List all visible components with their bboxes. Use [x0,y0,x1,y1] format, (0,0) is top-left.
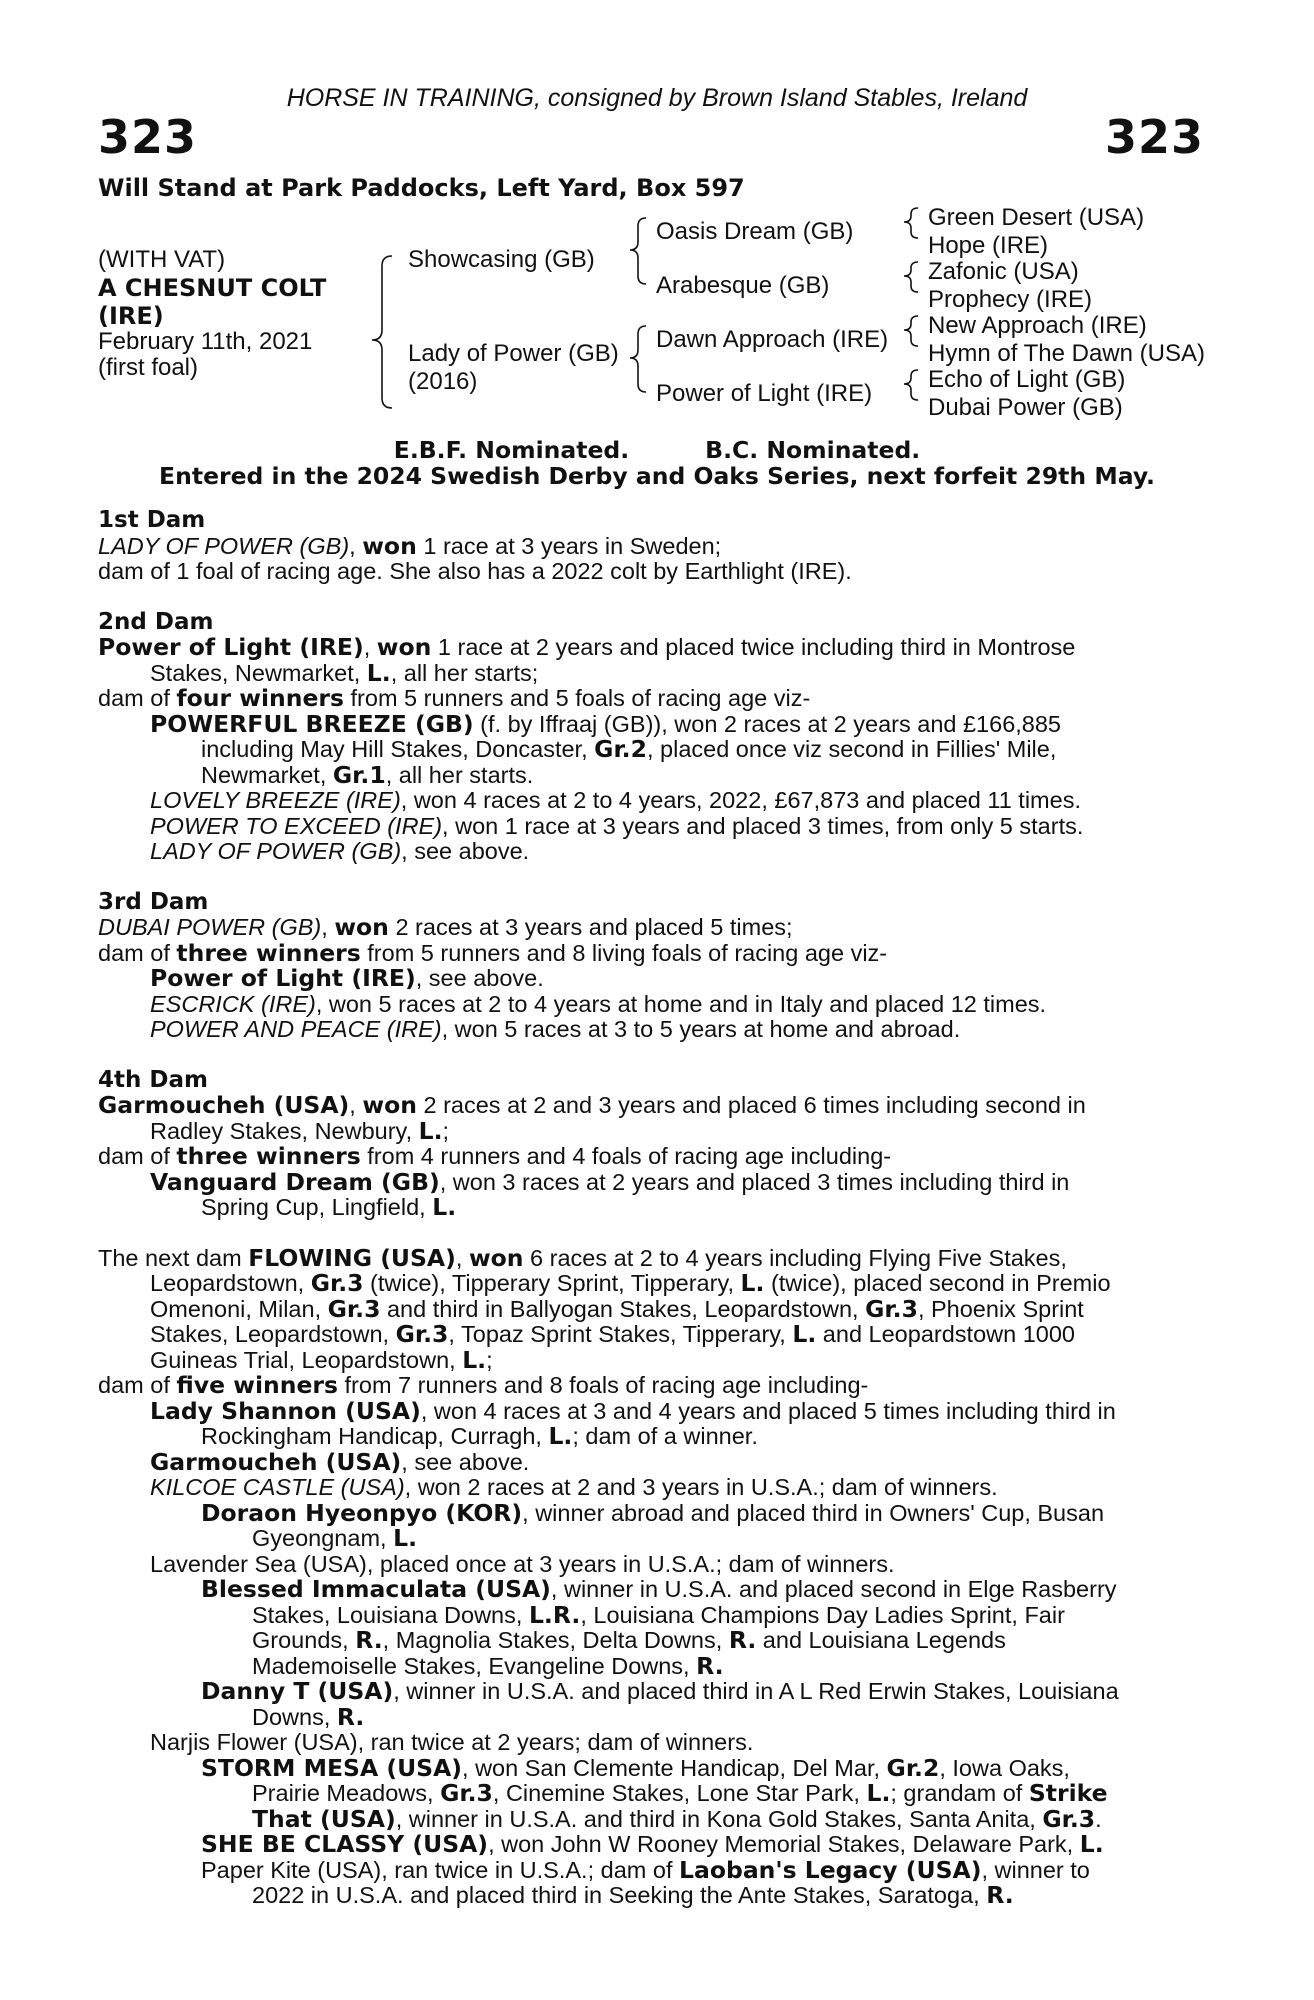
second-dam-line: Power of Light (IRE), won 1 race at 2 years and placed twice including third in Montrose [98,633,1076,661]
produce-line: Spring Cup, Lingfield, L. [201,1193,457,1221]
produce-line: Stakes, Louisiana Downs, L.R., Louisiana Champions Day Ladies Sprint, Fair [252,1600,1065,1629]
produce-line: Lady Shannon (USA), won 4 races at 3 and 4 years and placed 5 times including third in [150,1396,1116,1425]
ped-gen3-item: Green Desert (USA) [928,204,1145,231]
horse-name: Garmoucheh (USA) [98,1091,350,1119]
bc-nomination: B.C. Nominated. [705,436,921,464]
dam: Lady of Power (GB) [408,340,619,367]
horse-name: POWERFUL BREEZE (GB) [150,709,474,738]
horse-name: SHE BE CLASSY (USA) [201,1830,489,1858]
consignor-header: HORSE IN TRAINING, consigned by Brown Island Stables, Ireland [286,84,1028,112]
next-dam-line: dam of five winners from 7 runners and 8 foals of racing age including- [98,1371,869,1399]
horse-name: POWER TO EXCEED (IRE) [150,812,443,839]
horse-name: LADY OF POWER (GB) [98,532,350,559]
first-dam-heading: 1st Dam [98,507,206,533]
produce-line: Prairie Meadows, Gr.3, Cinemine Stakes, Lone Star Park, L.; grandam of Strike [252,1779,1108,1807]
horse-name: Vanguard Dream (GB) [150,1167,440,1196]
foal-note: (first foal) [98,354,199,381]
produce-line: Paper Kite (USA), ran twice in U.S.A.; dam of Laoban's Legacy (USA), winner to [201,1855,1090,1884]
vat-note: (WITH VAT) [98,246,226,273]
next-dam-line: Leopardstown, Gr.3 (twice), Tipperary Sprint, Tipperary, L. (twice), placed second in Premio [150,1269,1111,1297]
fourth-dam-heading: 4th Dam [98,1066,208,1093]
ped-gen2-item: Arabesque (GB) [656,272,830,299]
second-dam-line: Stakes, Newmarket, L., all her starts; [150,658,539,687]
produce-line: POWER AND PEACE (IRE), won 5 races at 3 to 5 years at home and abroad. [150,1016,961,1042]
produce-line: KILCOE CASTLE (USA), won 2 races at 2 and 3 years in U.S.A.; dam of winners. [150,1474,998,1500]
produce-line: Newmarket, Gr.1, all her starts. [201,760,534,789]
horse-name: ESCRICK (IRE) [150,990,316,1017]
produce-line: Doraon Hyeonpyo (KOR), winner abroad and placed third in Owners' Cup, Busan [201,1498,1105,1527]
fourth-dam-line: Radley Stakes, Newbury, L.; [150,1116,450,1145]
ped-gen3-item: Echo of Light (GB) [928,366,1126,393]
produce-line: Downs, R. [252,1702,365,1731]
horse-name: Lady Shannon (USA) [150,1396,421,1425]
produce-line: including May Hill Stakes, Doncaster, Gr.2, placed once viz second in Fillies' Mile, [201,735,1057,763]
produce-line: Narjis Flower (USA), ran twice at 2 years; dam of winners. [150,1729,754,1755]
horse-name: KILCOE CASTLE (USA) [150,1474,405,1500]
ped-gen2-item: Power of Light (IRE) [656,380,873,407]
lot-number-right: 323 [1104,110,1204,164]
ped-gen3-item: Hope (IRE) [928,232,1049,259]
horse-name: Laoban's Legacy (USA) [679,1855,982,1884]
horse-name: Garmoucheh (USA) [150,1447,402,1476]
horse-name: FLOWING (USA) [248,1243,456,1272]
next-dam-line: Stakes, Leopardstown, Gr.3, Topaz Sprint Stakes, Tipperary, L. and Leopardstown 1000 [150,1320,1075,1348]
horse-name: Blessed Immaculata (USA) [201,1575,551,1603]
entry-note: Entered in the 2024 Swedish Derby and Oaks Series, next forfeit 29th May. [159,462,1155,490]
ped-gen3-item: Hymn of The Dawn (USA) [928,340,1205,367]
produce-line: Lavender Sea (USA), placed once at 3 years in U.S.A.; dam of winners. [150,1550,895,1577]
produce-line: 2022 in U.S.A. and placed third in Seeking the Ante Stakes, Saratoga, R. [252,1881,1014,1909]
produce-line: POWER TO EXCEED (IRE), won 1 race at 3 years and placed 3 times, from only 5 starts. [150,812,1084,839]
produce-line: SHE BE CLASSY (USA), won John W Rooney Memorial Stakes, Delaware Park, L. [201,1830,1104,1858]
next-dam-line: Omenoni, Milan, Gr.3 and third in Ballyogan Stakes, Leopardstown, Gr.3, Phoenix Sprint [150,1294,1084,1323]
nominations [0,436,1314,464]
horse-name: POWER AND PEACE (IRE) [150,1016,442,1042]
dam-year: (2016) [408,368,478,395]
produce-line: Vanguard Dream (GB), won 3 races at 2 years and placed 3 times including third in [150,1167,1070,1196]
horse-name: LOVELY BREEZE (IRE) [150,787,401,813]
next-dam-line: Guineas Trial, Leopardstown, L.; [150,1345,493,1374]
ped-gen3-item: New Approach (IRE) [928,312,1147,339]
third-dam-line: dam of three winners from 5 runners and 8 living foals of racing age viz- [98,938,888,967]
horse-name: DUBAI POWER (GB) [98,914,322,940]
produce-line: ESCRICK (IRE), won 5 races at 2 to 4 years at home and in Italy and placed 12 times. [150,990,1047,1017]
produce-line: Power of Light (IRE), see above. [150,964,544,992]
next-dam-line: The next dam FLOWING (USA), won 6 races at 2 to 4 years including Flying Five Stakes, [98,1243,1067,1272]
third-dam-heading: 3rd Dam [98,888,209,915]
first-dam-line: dam of 1 foal of racing age. She also has a 2022 colt by Earthlight (IRE). [98,558,852,584]
produce-line: Blessed Immaculata (USA), winner in U.S.A. and placed second in Elge Rasberry [201,1575,1117,1603]
first-dam-line: LADY OF POWER (GB), won 1 race at 3 years in Sweden; [98,531,722,560]
produce-line: Grounds, R., Magnolia Stakes, Delta Downs, R. and Louisiana Legends [252,1626,1006,1654]
produce-line: Danny T (USA), winner in U.S.A. and placed third in A L Red Erwin Stakes, Louisiana [201,1677,1119,1705]
lot-number-left: 323 [98,110,198,164]
horse-name: Danny T (USA) [201,1677,394,1705]
ped-gen3-item: Zafonic (USA) [928,258,1079,285]
produce-line: POWERFUL BREEZE (GB) (f. by Iffraaj (GB)), won 2 races at 2 years and £166,885 [150,709,1062,738]
horse-name: LADY OF POWER (GB) [150,838,402,864]
ped-gen3-item: Prophecy (IRE) [928,286,1093,313]
stand-info: Will Stand at Park Paddocks, Left Yard, Box 597 [98,174,745,202]
produce-line: LOVELY BREEZE (IRE), won 4 races at 2 to 4 years, 2022, £67,873 and placed 11 times. [150,787,1081,813]
produce-line: Mademoiselle Stakes, Evangeline Downs, R. [252,1651,724,1680]
horse-name: Power of Light (IRE) [150,964,416,992]
ebf-nomination: E.B.F. Nominated. [393,436,630,464]
sire: Showcasing (GB) [408,246,595,273]
fourth-dam-line: Garmoucheh (USA), won 2 races at 2 and 3 years and placed 6 times including second in [98,1091,1086,1119]
produce-line: That (USA), winner in U.S.A. and third in Kona Gold Stakes, Santa Anita, Gr.3. [252,1804,1102,1833]
second-dam-heading: 2nd Dam [98,608,214,635]
horse-name: Power of Light (IRE) [98,633,364,661]
ped-gen3-item: Dubai Power (GB) [928,394,1123,421]
horse-origin: (IRE) [98,302,164,330]
produce-line: LADY OF POWER (GB), see above. [150,838,530,864]
second-dam-line: dam of four winners from 5 runners and 5 foals of racing age viz- [98,684,811,712]
fourth-dam-line: dam of three winners from 4 runners and 4 foals of racing age including- [98,1142,892,1170]
date-of-birth: February 11th, 2021 [98,328,313,355]
horse-name: Doraon Hyeonpyo (KOR) [201,1498,523,1527]
catalogue-body [98,508,1204,1909]
ped-gen2-item: Dawn Approach (IRE) [656,326,889,353]
ped-gen2-item: Oasis Dream (GB) [656,218,854,245]
produce-line: Garmoucheh (USA), see above. [150,1447,530,1476]
horse-name: A CHESNUT COLT [98,274,327,302]
produce-line: STORM MESA (USA), won San Clemente Handicap, Del Mar, Gr.2, Iowa Oaks, [201,1753,1070,1782]
third-dam-line: DUBAI POWER (GB), won 2 races at 3 years and placed 5 times; [98,913,793,941]
produce-line: Rockingham Handicap, Curragh, L.; dam of a winner. [201,1422,758,1450]
produce-line: Gyeongnam, L. [252,1524,417,1552]
horse-name: STORM MESA (USA) [201,1753,463,1782]
